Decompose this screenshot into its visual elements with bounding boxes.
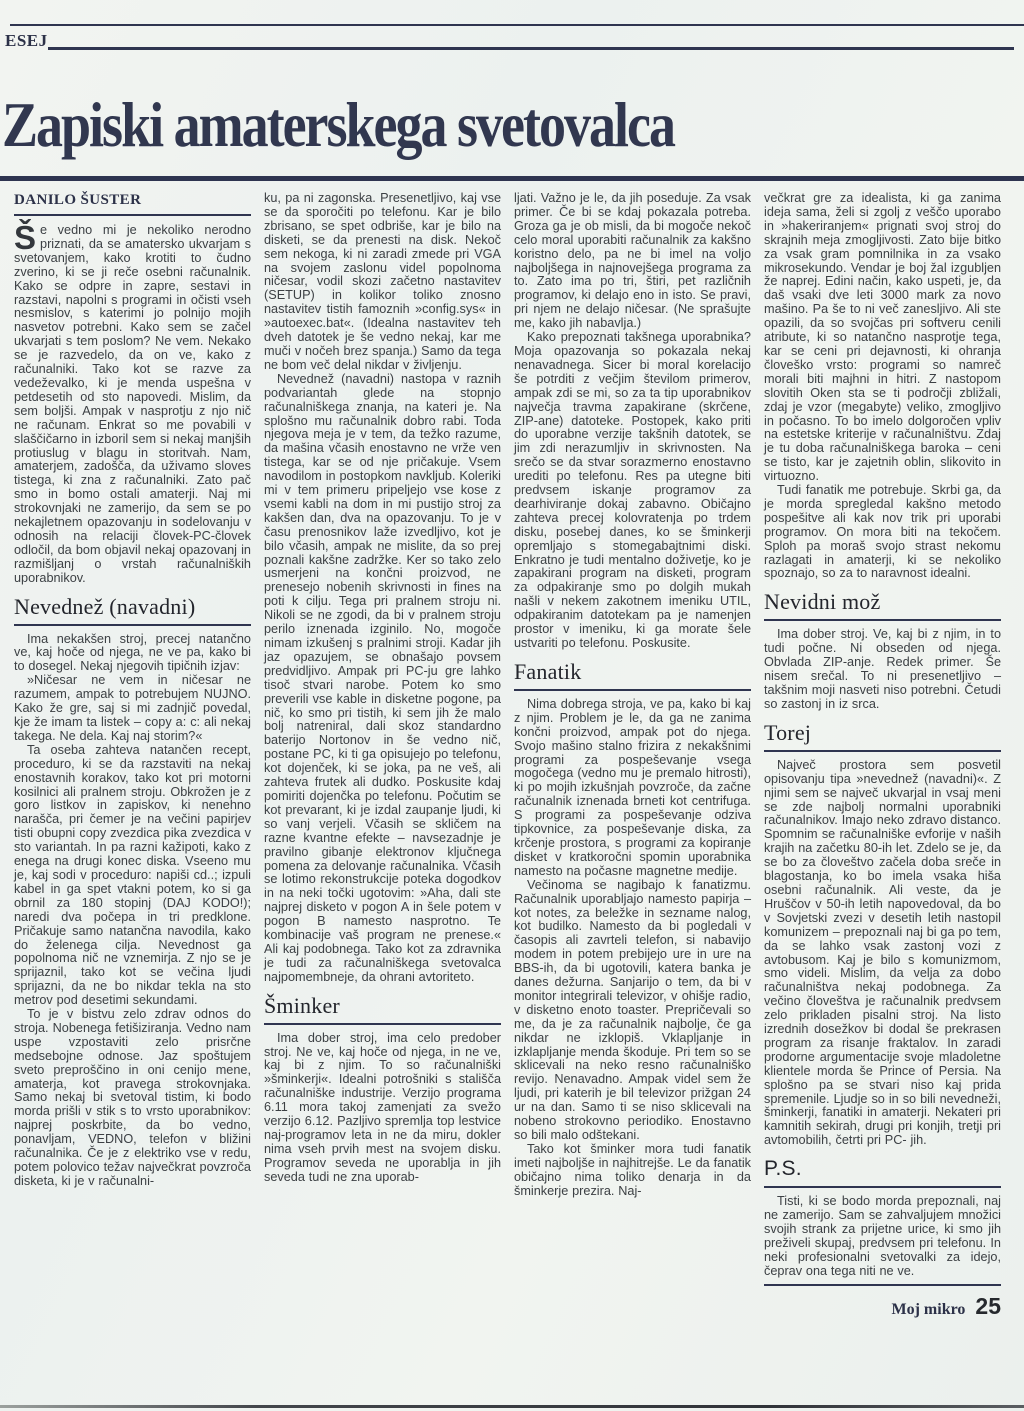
paragraph: Tisti, ki se bodo morda prepoznali, naj ne zamerijo. Sam se zahvaljujem množici svojih strank za prijetne urice, ki smo jih preživeli skupaj, predvsem pri telefonu. In neki profesionalni svetovalki za idejo, čeprav ona tega niti ne ve. — [764, 1194, 1001, 1278]
paragraph: Nevednež (navadni) nastopa v raznih podvariantah glede na stopnjo računalniškega znanja, na kateri je. Na splošno mu računalnik dobro rabi. Toda njegova meja je v tem, da težko razume, da mašina včasih enostavno ne vrže ven tistega, kar se od nje pričakuje. Vsem navodilom in postopkom navkljub. Koleriki mi v tem primeru pripeljejo vse kose z vsemi kabli na dom in mi pustijo stroj za kakšen dan, dva na opazovanju. To je v času prenosnikov laže izvedljivo, kot je bilo včasih, ampak ne mislite, da so prej poznali kakšne zadržke. Ker so tako zelo usmerjeni na končni proizvod, ne prenesejo nobenih skrivnosti in fines na poti k cilju. Tega pri pralnem stroju ni. Nikoli se ne zgodi, da bi v pralnem stroju perilo iznenada izginilo. No, mogoče nimam izkušenj s pralnimi stroji. Kadar jih jaz opazujem, se obnašajo povsem predvidljivo. Ampak pri PC-ju gre lahko tisoč stvari narobe. Potem ko smo preverili vse kable in disketne pogone, pa nič, ko smo pri tistih, ki sem jih že malo bolj natreniral, dali skoz standardno baterijo Nortonov in še vedno nič, postane PC, ki ti ga opisujejo po telefonu, kot dojenček, ki se joka, pa ne veš, ali zahteva frutek ali dudko. Poskusite kdaj pomiriti dojenčka po telefonu. Počutim se kot prevarant, ki je izdal zaupanje ljudi, ki so vanj verjeli. Včasih se skličem na razne kvantne efekte – navsezadnje je pravilno gibanje elektronov ključnega pomena za delovanje računalnika. Včasih se lotimo rekonstrukcije poteka dogodkov in na neki točki ugotovim: »Aha, dali ste najprej disketo v pogon A in šele potem v pogon B namesto nasprotno. Te kombinacije vaš program ne prenese.« Ali kaj podobnega. Tako kot za zdravnika je tudi za računalniškega svetovalca najpomembneje, da ohrani avtoriteto. — [264, 371, 501, 984]
paragraph: Ta oseba zahteva natančen recept, proceduro, ki se da razstaviti na nekaj enostavnih korakov, tako kot pri motorni kosilnici ali pralnem stroju. Obkrožen je z goro listkov in zapiskov, ki nenehno narašča, pri čemer je na večini papirjev tisti obupni copy zvezdica pika zvezdica v sto variantah. In pa razni kažipoti, kako z enega na drugi konec diska. Vseeno mu je, kaj sodi v proceduro: napiši cd..; izpuli kabel in ga spet vtakni potem, ko si ga obrnil za 180 stopinj (DAJ KODO!); naredi dva počepa in tri predklone. Pričakuje samo natančna navodila, kako do želenega cilja. Nevednost ga popolnoma nič ne vznemirja. Z njo se je sprijaznil, tako kot se večina ljudi sprijazni, da ne bo nikdar tekla na sto metrov pod desetimi sekundami. — [14, 742, 251, 1008]
section-heading: Torej — [764, 721, 1001, 752]
author-name: DANILO ŠUSTER — [14, 192, 251, 216]
magazine-footer — [764, 1284, 1001, 1320]
continuation-paragraph: ljati. Važno je le, da jih poseduje. Za vsak primer. Če bi se kdaj pokazala potreba. Groza ga je ob misli, da bi mogoče nekoč celo moral uporabiti računalnik za kakšno koristno delo, pa ne bi imel na voljo najboljšega in najnovejšega programa za to. Zato ima po tri, štiri, pet različnih programov, ki delajo eno in isto. Se pravi, pri njem ne delajo ničesar. (Ne sprašujte me, kako jih nabavlja.) — [514, 191, 751, 331]
lead-paragraph — [14, 219, 251, 586]
paragraph: Tako kot šminker mora tudi fanatik imeti najboljše in najhitrejše. Le da fanatik običajno nima toliko denarja in da šminkerje prezira. Naj- — [514, 1141, 751, 1198]
paragraph: »Ničesar ne vem in ničesar ne razumem, ampak to potrebujem NUJNO. Kako že gre, saj si mi zadnjič povedal, kje že imam ta listek – copy a: c: ali nekaj takega. Ne dela. Kaj naj storim?« — [14, 673, 251, 743]
paragraph: Ima nekakšen stroj, precej natančno ve, kaj hoče od njega, ne ve pa, kako bi to dosegel. Nekaj njegovih tipičnih izjav: — [14, 631, 251, 674]
title-rule — [0, 176, 1024, 181]
top-edge-rule — [10, 24, 1024, 26]
section-heading: P.S. — [764, 1157, 1001, 1188]
section-kicker: ESEJ — [5, 31, 48, 50]
page-title: Zapiski amaterskega svetovalca — [2, 89, 674, 160]
lead-paragraph-text: e vedno mi je nekoliko nerodno priznati, da se amatersko ukvarjam s svetovanjem, kako krotiti to čudno zverino, ki se ji reče osebni računalnik. Kako se odpre in zapre, sestavi in razstavi, napolni s programi in očisti vseh nesmislov, s katerimi jo polnijo mojih nasvetov potrebni. Kako sem se začel ukvarjati s tem poslom? Ne vem. Nekako se je razvedelo, da on ve, kako z računalniki. Tako kot se razve za vedeževalko, ki je menda uspešna v petdesetih od sto napovedi. Mislim, da sem boljši. Ampak v nasprotju z njo nič ne računam. Enkrat so me povabili v slaščičarno in izboril sem si nekaj manjših protiuslug v blagu in storitvah. Nam, amaterjem, zadošča, da uživamo sloves tistega, ki zna z računalniki. Zato pač smo in bomo ostali amaterji. Naj mi strokovnjaki ne zamerijo, da sem se po nekajletnem opazovanju in sodelovanju v odnosih na relaciji človek-PC-človek odločil, da bom objavil nekaj opazovanj in razmišljanj o vrstah računalniških uporabnikov. — [14, 223, 251, 585]
text-column-4 — [764, 192, 1001, 1320]
page-bottom-edge — [0, 1405, 1024, 1408]
text-column-2 — [264, 192, 501, 1320]
kicker-rule — [48, 47, 1014, 50]
section-heading: Šminker — [264, 994, 501, 1025]
paragraph: To je v bistvu zelo zdrav odnos do stroja. Nobenega fetišiziranja. Vedno nam uspe vzpostaviti zelo prisrčne medsebojne odnose. Jaz spoštujem sveto preproščino in oni cenijo mene, amaterja, kot pravega strokovnjaka. Samo nekaj bi svetoval tistim, ki bodo morda prišli v stik s to vrsto uporabnikov: najprej poskrbite, da bo vedno, ponavljam, VEDNO, telefon v bližini računalnika. Če je z elektriko vse v redu, potem polovico težav največkrat povzroča disketa, ki je v računalni- — [14, 1007, 251, 1188]
section-heading: Nevidni mož — [764, 590, 1001, 621]
paragraph: Tudi fanatik me potrebuje. Skrbi ga, da je morda spregledal kakšno metodo pospešitve ali kak nov trik pri uporabi programov. On mora biti na tekočem. Sploh pa moraš svojo strast nekomu razlagati in amaterji, ki se nekoliko spoznajo, so za to naravnost idealni. — [764, 483, 1001, 581]
section-heading: Nevednež (navadni) — [14, 595, 251, 626]
magazine-name: Moj mikro — [891, 1300, 966, 1318]
paragraph: Večinoma se nagibajo k fanatizmu. Računalnik uporabljajo namesto papirja – kot notes, za beležke in sezname nalog, kot budilko. Namesto da bi pogledali v časopis ali zavrteli telefon, si nabavijo modem in potem prebijejo ure in ure na BBS-ih, da bi ugotovili, katera banka je danes dežurna. Sanjarijo o tem, da bi v monitor integrirali televizor, v ohišje radio, v disketno enoto toaster. Prepričevali so me, da je za računalnik najbolje, če ga nikdar ne izklopiš. Vklapljanje in izklapljanje menda škoduje. Pri tem so se sklicevali na neko resno računalniško revijo. Nenavadno. Ampak videl sem že ljudi, pri katerih je bil televizor prižgan 24 ur na dan. Samo ti se niso sklicevali na nobeno strokovno periodiko. Enostavno so bili malo odštekani. — [514, 877, 751, 1142]
paragraph: Ima dober stroj, ima celo predober stroj. Ne ve, kaj hoče od njega, in ne ve, kaj bi z njim. To so računalniški »šminkerji«. Idealni potrošniki s stališča računalniške industrije. Verzijo programa 6.11 mora takoj zamenjati za svežo verzijo 6.12. Pazljivo spremlja top lestvice naj-programov leta in ne da miru, dokler nima vseh prvih mest na svojem disku. Programov seveda ne uporablja in jih seveda tudi ne zna uporab- — [264, 1030, 501, 1184]
section-heading: Fanatik — [514, 660, 751, 691]
continuation-paragraph: ku, pa ni zagonska. Presenetljivo, kaj vse se da sporočiti po telefonu. Kar je bilo zbrisano, se spet odbriše, kar je bilo na disketi, se da prenesti na disk. Nekoč sem nekoga, ki ni zaradi zmede pri VGA na svojem zaslonu videl popolnoma ničesar, vodil skozi začetno nastavitev (SETUP) in kolikor toliko znosno nastavitev tistih famoznih »config.sys« in »autoexec.bat«. (Idealna nastavitev teh dveh datotek je še vedno nekaj, kar me muči v nočeh brez spanja.) Samo da tega ne bom več delal nikdar v življenju. — [264, 191, 501, 372]
paragraph: Največ prostora sem posvetil opisovanju tipa »nevednež (navadni)«. Z njimi sem se največ ukvarjal in vsaj meni se zde najbolj normalni uporabniki računalnikov. Imajo neko zdravo distanco. Spomnim se računalniške evforije v naših krajih na začetku 80-ih let. Zdelo se je, da se bo za človeštvo začela doba sreče in blagostanja, ko bo imela vsaka hiša osebni računalnik. Ali veste, da je Hruščov v 50-ih letih napovedoval, da bo v Sovjetski zvezi v desetih letih nastopil komunizem – prepoznali naj bi ga po tem, da se lahko vsak zastonj vozi z avtobusom. Kaj je bilo s komunizmom, smo videli. Mislim, da velja za dobo računalništva nekaj podobnega. Za večino človeštva je računalnik predvsem zelo prikladen pisalni stroj. Na listo izrednih dosežkov bi dodal še prekrasen program za risanje fraktalov. In zaradi prodorne argumentacije svoje mladoletne klientele morda še Prince of Persia. Na splošno pa se stvari niso kaj prida spremenile. Ljudje so in so bili nevedneži, šminkerji, fanatiki in amaterji. Nekateri pri kamnitih sekirah, drugi pri konjih, tretji pri avtomobilih, četrti pri PC- jih. — [764, 757, 1001, 1148]
paragraph: Ima dober stroj. Ve, kaj bi z njim, in to tudi počne. Ni obseden od njega. Obvlada ZIP-anje. Redek primer. Še nisem srečal. To ni presenetljivo – takšnim moji nasveti niso potrebni. Četudi so zastonj in iz srca. — [764, 627, 1001, 711]
continuation-paragraph: večkrat gre za idealista, ki ga zanima ideja sama, želi si zgolj z veščo uporabo in »hakeriranjem« prignati svoj stroj do skrajnih meja zmogljivosti. Zato bije bitko za vsak gram pomnilnika in za vsako mikrosekundo. Vendar je boj žal izgubljen že naprej. Edini način, kako uspeti, je, da daš vsaki dve leti 3000 mark za novo mašino. Pa še to ni več zanesljivo. Ali ste opazili, da so svojčas pri softveru cenili atribute, ki so natančno nasprotje tega, kar se ceni pri dejavnosti, ki ohranja človeško vrsto: programi so namreč morali biti majhni in hitri. Z nastopom slovitih Oken sta se ti področji zbližali, zdaj je vzor (megabyte) veliko, zmogljivo in počasno. To bo imelo dolgoročen vpliv na estetske kriterije v računalništvu. Zdaj je tu doba računalniškega baroka – ceni se tisto, kar je zajetnih oblin, slikovito in virtuozno. — [764, 191, 1001, 484]
text-column-1 — [14, 192, 251, 1320]
article-columns — [14, 192, 1001, 1320]
text-column-3 — [514, 192, 751, 1320]
paragraph: Kako prepoznati takšnega uporabnika? Moja opazovanja so pokazala nekaj nenavadnega. Sicer bi moral korelacijo še potrditi z večjim številom primerov, ampak zdi se mi, so za ta tip uporabnikov največja travma zapakirane (skrčene, ZIP-ane) datoteke. Postopek, kako priti do uporabne verzije takšnih datotek, se jim zdi nerazumljiv in skrivnosten. Na srečo se da stvar sorazmerno enostavno urediti po telefonu. Res pa utegne biti predvsem iskanje programov za dearhiviranje dokaj zabavno. Običajno zahteva precej kolovratenja po trdem disku, posebej danes, ko se šminkerji opremljajo s stomegabajtnimi diski. Enkratno je tudi mentalno doživetje, ko je zapakirani program na disketi, program za odpakiranje smo po dolgih mukah našli v nekem zakotnem imeniku UTIL, odpakiranim datotekam pa je namenjen prostor v imeniku, ki ga morate šele ustvariti po telefonu. Poskusite. — [514, 330, 751, 650]
drop-cap: Š — [14, 219, 37, 256]
page-number: 25 — [975, 1292, 1001, 1319]
paragraph: Nima dobrega stroja, ve pa, kako bi kaj z njim. Problem je le, da ga ne zanima končni proizvod, ampak pot do njega. Svojo mašino stalno frizira z nekakšnimi programi za pospeševanje vsega mogočega (vedno mu je premalo hitrosti), ki po mojih izkušnjah povzroče, da začne računalnik iznenada brneti kot centrifuga. S programi za pospeševanje odziva tipkovnice, za pospeševanje diska, za krčenje prostora, s programi za kopiranje disket v kratkoročni spomin uporabnika namesto na počasne magnetne medije. — [514, 696, 751, 878]
